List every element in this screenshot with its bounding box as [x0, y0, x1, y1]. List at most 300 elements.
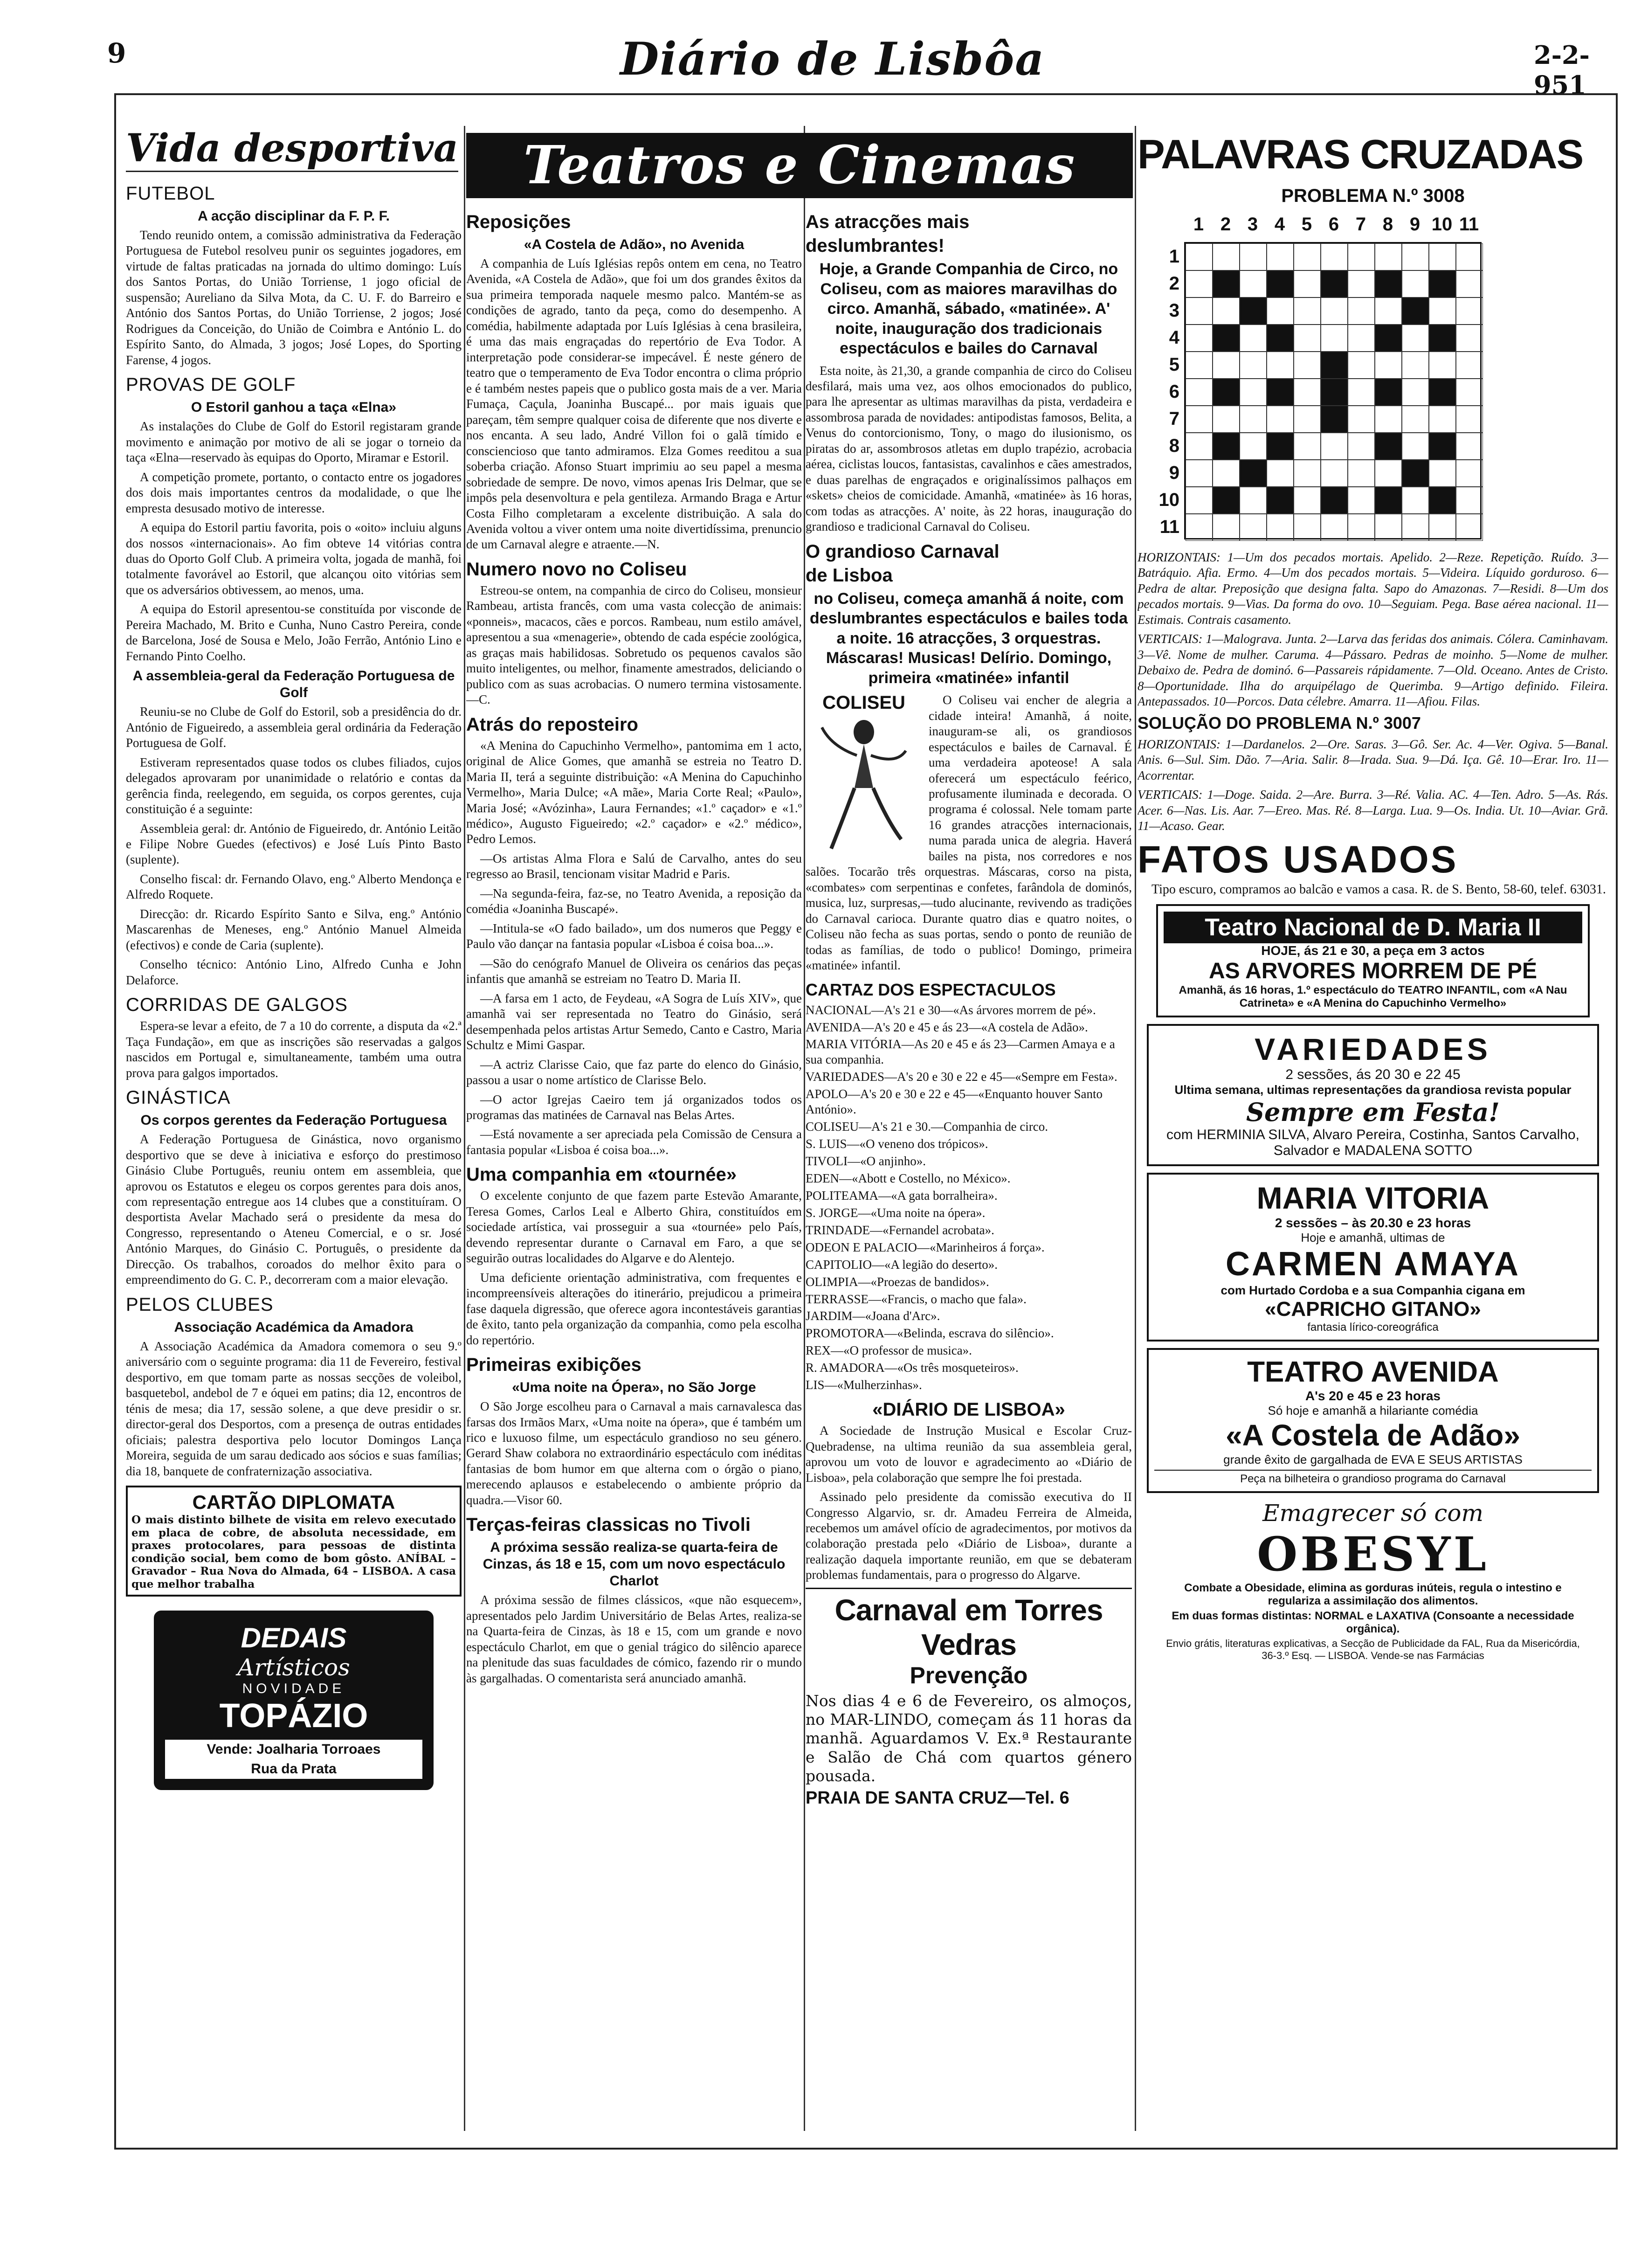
crossword-col-number: 6 [1328, 214, 1339, 235]
mv-line: com Hurtado Cordoba e a sua Companhia cigana em [1220, 1283, 1525, 1298]
variedades-cast: com HERMINIA SILVA, Alvaro Pereira, Costinha, Santos Carvalho, Salvador e MADALENA SOTTO [1166, 1127, 1579, 1159]
crossword-cell [1456, 460, 1483, 487]
primeiras-label: Primeiras exibições [466, 1355, 641, 1376]
golf-headline: O Estoril ganhou a taça «Elna» [191, 400, 397, 415]
crossword-cell [1456, 379, 1483, 406]
carnaval-headline: no Coliseu, começa amanhã á noite, com deslumbrantes espectáculos e bailes toda a noite. 16 atracções, 3 orquestras. Máscaras! Musicas! Delírio. Domingo, primeira «matinée» infantil [809, 589, 1128, 687]
cartaz-item: COLISEU—A's 21 e 30.—Companhia de circo. [806, 1120, 1048, 1134]
crossword-cell [1294, 352, 1321, 379]
newspaper-title: Diário de Lisbôa [620, 33, 1045, 85]
nacional-ad [1156, 904, 1590, 1017]
galgos-body: Espera-se levar a efeito, de 7 a 10 do corrente, a disputa da «2.ª Taça Fundação», em que as inscrições são reservadas a galgos nascidos em Portugal e, simultaneamente, também uma outra prova para galgos importados. [126, 1019, 462, 1080]
reposteiro-paragraph: —Está novamente a ser apreciada pela Comissão de Censura a fantasia popular «Lisboa é coisa boa...». [466, 1127, 802, 1157]
crossword-cell [1240, 406, 1267, 433]
crossword-cell [1294, 379, 1321, 406]
crossword-row-number: 3 [1169, 300, 1179, 321]
crossword-cell [1321, 433, 1348, 460]
clubes-label: PELOS CLUBES [126, 1294, 274, 1315]
crossword-cell [1429, 433, 1456, 460]
crossword-cell [1186, 487, 1213, 514]
cartaz-item: AVENIDA—A's 20 e 45 e ás 23—«A costela de Adão». [806, 1020, 1088, 1034]
crossword-cell [1186, 460, 1213, 487]
torres-footer: PRAIA DE SANTA CRUZ—Tel. 6 [806, 1788, 1069, 1808]
crossword-cell [1213, 379, 1240, 406]
crossword-cell [1321, 406, 1348, 433]
cartaz-item: REX—«O professor de musica». [806, 1343, 972, 1358]
crossword-cell [1375, 460, 1402, 487]
crossword-col-number: 11 [1459, 214, 1479, 235]
crossword-cell [1267, 379, 1294, 406]
golf-paragraph: A equipa do Estoril apresentou-se constituída por visconde de Pereira Machado, M. Brito e Cunha, Nuno Castro Pereira, conde de Barcelona, José de Sousa e Melo, João Ferrão, António Lino e Fernando Pinto Coelho. [126, 602, 462, 663]
golf-paragraph: A competição promete, portanto, o contacto entre os jogadores dos dois mais importantes centros da modalidade, o que lhe empresta desusado motivo de interesse. [126, 470, 462, 515]
crossword-cell [1456, 352, 1483, 379]
crossword-cell [1213, 514, 1240, 541]
theatre-column-1 [466, 205, 802, 2136]
cartaz-item: MARIA VITÓRIA—As 20 e 45 e ás 23—Carmen Amaya e a sua companhia. [806, 1037, 1115, 1067]
avenida-line: grande êxito de gargalhada de EVA E SEUS ARTISTAS [1223, 1452, 1523, 1467]
nacional-show: AS ARVORES MORREM DE PÉ [1208, 959, 1538, 984]
tournee-label: Uma companhia em «tournée» [466, 1164, 737, 1185]
cartaz-item: ODEON E PALACIO—«Marinheiros á força». [806, 1240, 1045, 1254]
crossword-cell [1240, 325, 1267, 352]
crossword-row-number: 5 [1169, 354, 1179, 375]
cartaz-item: EDEN—«Abott e Costello, no México». [806, 1171, 1011, 1185]
crossword-cell [1294, 297, 1321, 325]
crossword-cell [1402, 325, 1429, 352]
mv-line: fantasia lírico-coreográfica [1307, 1321, 1439, 1334]
nacional-title: Teatro Nacional de D. Maria II [1164, 912, 1582, 943]
crossword-cell [1456, 433, 1483, 460]
primeiras-body: O São Jorge escolheu para o Carnaval a mais carnavalesca das farsas dos Irmãos Marx, «Uma noite na ópera», que é também um rico e luxuoso filme, um espectáculo grandioso no seu género. Gerard Shaw colabora no extraordinário espectáculo com inéditas fantasias de bom humor em que alterna com o órgão o piano, merecendo aplausos e estabelecendo o ambiente próprio da quadra.—Visor 60. [466, 1399, 802, 1507]
reposteiro-paragraph: —São do cenógrafo Manuel de Oliveira os cenários das peças infantis que amanhã se estreiam no Teatro D. Maria II. [466, 956, 802, 986]
obesyl-footer: Envio grátis, literaturas explicativas, a Secção de Publicidade da FAL, Rua da Misericórdia, 36-3.º Esq. — LISBOA. Vende-se nas Farmácias [1166, 1638, 1580, 1662]
golf-paragraph: Reuniu-se no Clube de Golf do Estoril, sob a presidência do dr. António de Figueiredo, a assembleia geral ordinária da Federação Portuguesa de Golf. [126, 705, 462, 750]
crossword-cell [1375, 243, 1402, 270]
crossword-cell [1429, 514, 1456, 541]
crossword-cell [1186, 406, 1213, 433]
nacional-line: Amanhã, ás 16 horas, 1.º espectáculo do TEATRO INFANTIL, com «A Nau Catrineta» e «A Menina do Capuchinho Vermelho» [1179, 984, 1567, 1010]
tournee-body: O excelente conjunto de que fazem parte Estevão Amarante, Teresa Gomes, Carlos Leal e Alberto Ghira, constituídos em sociedade artística, vai prosseguir a sua «tournée» pelo País, devendo representar durante o Carnaval em Faro, a que se seguirão outras localidades do Algarve e do Alentejo. [466, 1189, 802, 1265]
crossword-cell [1186, 379, 1213, 406]
crossword-cell [1429, 460, 1456, 487]
cartao-title: CARTÃO DIPLOMATA [192, 1491, 395, 1513]
crossword-cell [1213, 297, 1240, 325]
crossword-cell [1375, 406, 1402, 433]
crossword-row-number: 4 [1169, 327, 1179, 348]
crossword-cell [1375, 270, 1402, 297]
crossword-row-number: 10 [1158, 490, 1179, 510]
variedades-line: 2 sessões, ás 20 30 e 22 45 [1285, 1067, 1461, 1083]
crossword-cell [1240, 433, 1267, 460]
crossword-col-number: 2 [1220, 214, 1231, 235]
solution-horizontais: HORIZONTAIS: 1—Dardanelos. 2—Ore. Saras. 3—Gô. Ser. Ac. 4—Ver. Ogiva. 5—Banal. Anis. 6—Sul. Sim. Dão. 7—Aria. Salir. 8—Irada. Sua. 9—Dá. Iça. Gê. 10—Erar. Iro. 11—Acorrentar. [1138, 737, 1608, 782]
futebol-label: FUTEBOL [126, 183, 215, 204]
atraccoes-label: deslumbrantes! [806, 235, 945, 256]
crossword-cell [1240, 270, 1267, 297]
crossword-cell [1402, 270, 1429, 297]
crossword-cell [1294, 243, 1321, 270]
crossword-col-number: 9 [1409, 214, 1420, 235]
reposteiro-paragraph: «A Menina do Capuchinho Vermelho», pantomima em 1 acto, original de Alice Gomes, que amanhã se estreia no Teatro D. Maria II, terá a seguinte distribuição: «A Menina do Capuchinho Vermelho», Maria Dulce; «A mãe», Maria Corte Real; «Paulo», Maria José; «Avózinha», Laura Fernandes; «1.º caçador» e «1.º médico», Augusto Figueiredo; «2.º caçador» e «2.º médico», Pedro Lemos. [466, 738, 802, 846]
golf-paragraph: A equipa do Estoril partiu favorita, pois o «oito» incluiu alguns dos nossos «internacionais». Ao fim obteve 14 vitórias contra duas do Oporto Golf Club. A primeira volta, jogada de manhã, foi totalmente favorável ao Estoril, que alcançou oito vitórias sem que os adversários obtivessem, ao menos, uma. [126, 520, 462, 597]
crossword-cell [1294, 325, 1321, 352]
crossword-cell [1348, 433, 1375, 460]
crossword-cell [1456, 297, 1483, 325]
crossword-col-number: 4 [1274, 214, 1285, 235]
crossword-cell [1429, 487, 1456, 514]
crossword-cell [1429, 325, 1456, 352]
golf-label: PROVAS DE GOLF [126, 374, 296, 395]
crossword-col-number: 10 [1431, 214, 1453, 235]
crossword-cell [1186, 352, 1213, 379]
crossword-row-number: 7 [1169, 408, 1179, 429]
crossword-cell [1213, 406, 1240, 433]
avenida-show: «A Costela de Adão» [1226, 1418, 1520, 1452]
crossword-cell [1267, 460, 1294, 487]
dedais-line: NOVIDADE [242, 1680, 345, 1696]
crossword-cell [1375, 487, 1402, 514]
crossword-cell [1456, 270, 1483, 297]
crossword-row-number: 6 [1169, 381, 1179, 402]
dancer-illustration [813, 713, 915, 853]
teatros-banner: Teatros e Cinemas [466, 133, 1133, 198]
mv-show: «CAPRICHO GITANO» [1265, 1298, 1481, 1321]
dedais-line: DEDAIS [241, 1622, 347, 1653]
crossword-cell [1348, 379, 1375, 406]
golf-paragraph: Conselho fiscal: dr. Fernando Olavo, eng.º Alberto Mendonça e Alfredo Roquete. [126, 871, 462, 902]
crossword-cell [1375, 325, 1402, 352]
crossword-cell [1375, 297, 1402, 325]
atraccoes-label: As atracções mais [806, 212, 970, 232]
ginastica-headline: Os corpos gerentes da Federação Portuguesa [140, 1113, 447, 1128]
crossword-cell [1348, 325, 1375, 352]
reposicoes-headline: «A Costela de Adão», no Avenida [524, 237, 745, 252]
coliseu-logo-text: COLISEU [822, 692, 905, 713]
crossword-cell [1321, 460, 1348, 487]
reposteiro-label: Atrás do reposteiro [466, 714, 638, 735]
maria-vitoria-ad [1147, 1173, 1599, 1341]
crossword-cell [1348, 270, 1375, 297]
golf-paragraph: Direcção: dr. Ricardo Espírito Santo e Silva, eng.º António Mascarenhas de Meneses, eng.º António Manuel Almeida (efectivos) e conde de Caria (suplente). [126, 906, 462, 952]
crossword-horizontais: HORIZONTAIS: 1—Um dos pecados mortais. Apelido. 2—Reze. Repetição. Ruído. 3—Batráquio. Afia. Ermo. 4—Um dos pecados mortais. 5—Videira. Líquido gorduroso. 6—Pedra de altar. Preposição que designa falta. Sapo do Amazonas. 7—Residi. 8—Um dos pecados mortais. 9—Vias. Da forma do ovo. 10—Seguiam. Pega. Base aérea nacional. 11—Estimais. Contrais casamento. [1138, 550, 1608, 627]
crossword-cell [1402, 297, 1429, 325]
cartao-body: O mais distinto bilhete de visita em relevo executado em placa de cobre, de absoluta necessidade, em praxes protocolares, para pessoas de distinta condição social, bem como de bom gôsto. ANÍBAL – Gravador – Rua Nova do Almada, 64 – LISBOA. A casa que melhor trabalha [131, 1514, 456, 1590]
tournee-body: Uma deficiente orientação administrativa, com frequentes e incompreensíveis alterações do itinerário, prejudicou a primeira fase daquela digressão, que oferece agora incontestáveis garantias de êxito, tanto pela organização da companhia, como pela escolha do repertório. [466, 1270, 802, 1347]
crossword-cell [1294, 487, 1321, 514]
crossword-cell [1402, 460, 1429, 487]
column-rule [804, 126, 805, 2131]
cartaz-item: APOLO—A's 20 e 30 e 22 e 45—«Enquanto houver Santo António». [806, 1087, 1103, 1117]
crossword-cell [1213, 352, 1240, 379]
golf-paragraph: Conselho técnico: António Lino, Alfredo Cunha e John Delaforce. [126, 957, 462, 987]
atraccoes-headline: Hoje, a Grande Companhia de Circo, no Coliseu, com as maiores maravilhas do circo. Amanhã, sábado, «matinée». A' noite, inauguração dos tradicionais espectáculos e bailes do Carnaval [819, 260, 1118, 357]
cartaz-item: NACIONAL—A's 21 e 30—«As árvores morrem de pé». [806, 1003, 1096, 1017]
crossword-cell [1186, 325, 1213, 352]
futebol-headline: A acção disciplinar da F. P. F. [198, 208, 390, 224]
carnaval-label: O grandioso Carnaval [806, 541, 1000, 562]
theatre-column-2 [806, 205, 1132, 2136]
crossword-cell [1186, 297, 1213, 325]
crossword-cell [1294, 460, 1321, 487]
crossword-cell [1267, 270, 1294, 297]
cartaz-item: TRINDADE—«Fernandel acrobata». [806, 1223, 994, 1237]
variedades-title: VARIEDADES [1255, 1032, 1491, 1067]
dedais-line: Artísticos [237, 1653, 350, 1681]
crossword-cell [1321, 352, 1348, 379]
crossword-cell [1348, 406, 1375, 433]
crossword-cell [1240, 379, 1267, 406]
variedades-line: Ultima semana, ultimas representações da grandiosa revista popular [1174, 1083, 1572, 1097]
crossword-cell [1267, 243, 1294, 270]
crossword-cell [1402, 487, 1429, 514]
clubes-body: A Associação Académica da Amadora comemora o seu 9.º aniversário com o seguinte programa: dia 11 de Fevereiro, festival desportivo, em que tomam parte as nossas secções de voleibol, basquetebol, andebol de 7 e óquei em patins; dia 12, encontros de ténis de mesa; dia 17, sessão solene, a que deve presidir o sr. director-geral dos Desportos, com a presença de outras entidades oficiais; palestra desportiva pelo locutor Domingos Lança Moreira, seguida de um sarau dedicado aos sócios e suas famílias; dia 18, banquete de confraternização associativa. [126, 1339, 462, 1478]
cartaz-list [806, 1003, 1132, 1393]
avenida-title: TEATRO AVENIDA [1247, 1356, 1499, 1389]
masthead [0, 28, 1641, 100]
solution-verticais: VERTICAIS: 1—Doge. Saida. 2—Are. Burra. 3—Ré. Valia. AC. 4—Ten. Adro. 5—As. Rás. Acer. 6—Nas. Lis. Aar. 7—Ereo. Mas. Ré. 8—Larga. Lua. 9—Os. India. Ut. 10—Aviar. Grã. 11—Acaso. Gear. [1138, 788, 1608, 833]
crossword-cell [1267, 325, 1294, 352]
golf-paragraph: Assembleia geral: dr. António de Figueiredo, dr. António Leitão e Filipe Nobre Guedes (efectivos) e José Luís Pinto Basto (suplente). [126, 821, 462, 867]
solution-title: SOLUÇÃO DO PROBLEMA N.º 3007 [1138, 713, 1421, 733]
column-rule [1135, 126, 1136, 2131]
crossword-cell [1213, 433, 1240, 460]
crossword-cell [1456, 325, 1483, 352]
crossword-cell [1429, 297, 1456, 325]
golf-assembly-headline: A assembleia-geral da Federação Portuguesa de Golf [132, 668, 455, 701]
cartaz-item: JARDIM—«Joana d'Arc». [806, 1309, 940, 1323]
crossword-cell [1429, 406, 1456, 433]
crossword-row-numbers [1147, 243, 1179, 540]
fatos-title: FATOS USADOS [1138, 838, 1458, 881]
dedais-seller: Rua da Prata [165, 1759, 422, 1779]
crossword-cell [1267, 514, 1294, 541]
mv-star: CARMEN AMAYA [1225, 1245, 1521, 1283]
fatos-body: Tipo escuro, compramos ao balcão e vamos a casa. R. de S. Bento, 58-60, telef. 63031. [1151, 882, 1606, 897]
crossword-cell [1429, 379, 1456, 406]
crossword-cell [1213, 243, 1240, 270]
dedais-seller: Vende: Joalharia Torroaes [165, 1740, 422, 1759]
crossword-column-numbers [1185, 214, 1482, 235]
tercas-headline: A próxima sessão realiza-se quarta-feira de Cinzas, ás 18 e 15, com um novo espectáculo Charlot [483, 1540, 786, 1589]
crossword-cell [1240, 514, 1267, 541]
obesyl-forms: Em duas formas distintas: NORMAL e LAXATIVA (Consoante a necessidade orgânica). [1172, 1610, 1574, 1636]
cartaz-item: OLIMPIA—«Proezas de bandidos». [806, 1274, 989, 1289]
crossword-cell [1294, 270, 1321, 297]
diario-body: Assinado pelo presidente da comissão executiva do II Congresso Algarvio, sr. dr. Amadeu Ferreira de Almeida, recebemos um amável ofício de agradecimentos, por motivos da colaboração prestada pelo «Diário de Lisboa», durante a realização daquela importante reunião, em que se debateram problemas fundamentais, para o progresso do Algarve. [806, 1490, 1132, 1582]
crossword-cell [1375, 514, 1402, 541]
golf-paragraph: Estiveram representados quase todos os clubes filiados, cujos delegados aprovaram por unanimidade o relatório e contas da gerência finda, reelegendo, em seguida, os corpos gerentes, cuja constituição é a seguinte: [126, 755, 462, 816]
crossword-cell [1321, 487, 1348, 514]
crossword-cell [1402, 352, 1429, 379]
reposteiro-paragraph: —Na segunda-feira, faz-se, no Teatro Avenida, a reposição da comédia «Joaninha Buscapé». [466, 886, 802, 916]
crossword-cell [1267, 487, 1294, 514]
crossword-cell [1213, 325, 1240, 352]
crossword-cell [1213, 487, 1240, 514]
crossword-cell [1402, 514, 1429, 541]
cartaz-label: CARTAZ DOS ESPECTACULOS [806, 980, 1056, 999]
golf-paragraph: As instalações do Clube de Golf do Estoril registaram grande movimento e animação por motivo de ali se jogar o torneio da taça «Elna—reservado às equipas do Oporto, Miramar e Estoril. [126, 419, 462, 465]
carnaval-label: de Lisboa [806, 565, 893, 586]
crossword-cell [1375, 352, 1402, 379]
torres-vedras-ad [806, 1588, 1132, 1808]
ginastica-label: GINÁSTICA [126, 1087, 231, 1108]
reposteiro-paragraph: —A farsa em 1 acto, de Feydeau, «A Sogra de Luís XIV», que amanhã vai ser representada no Teatro do Ginásio, será desempenhada pelos artistas Artur Semedo, Canto e Castro, Maria Schultz e Mimi Gaspar. [466, 991, 802, 1052]
crossword-cell [1456, 243, 1483, 270]
cartaz-item: TERRASSE—«Francis, o macho que fala». [806, 1292, 1027, 1306]
diario-label: «DIÁRIO DE LISBOA» [872, 1399, 1065, 1420]
crossword-cell [1267, 406, 1294, 433]
reposteiro-paragraph: —Intitula-se «O fado bailado», um dos numeros que Peggy e Paulo vão dançar na fantasia popular «Lisboa é coisa boa...». [466, 921, 802, 951]
carnaval-body: O Coliseu vai encher de alegria a cidade inteira! Amanhã, á noite, inauguram-se ali, os grandiosos espectáculos e bailes de Carnaval. É uma verdadeira apoteose! A sala oferecerá um espectáculo feérico, profusamente iluminada e decorada. O programa é colossal. Nele tomam parte 16 grandes atracções internacionais, numa parada unica de alegria. Haverá bailes na pista, nos corredores e nos salões. Tocarão três orquestras. Máscaras, corso na pista, «combates» com serpentinas e confetes, farândola de dominós, musica, luz, surpresas,—tudo alucinante, revivendo as tradições do Carnaval carioca. Durante quatro dias e quatro noites, o Coliseu não fecha as suas portas, sendo o ponto de reunião de todas as famílias, de todo o publico! Domingo, primeira «matinée» infantil. [806, 693, 1132, 973]
variedades-ad [1147, 1024, 1599, 1166]
crossword-col-number: 3 [1247, 214, 1258, 235]
diario-body: A Sociedade de Instrução Musical e Escolar Cruz-Quebradense, na ultima reunião da sua assembleia geral, aprovou um voto de louvor e agradecimento ao «Diário de Lisboa», pela colaboração que sempre lhe foi prestada. [806, 1424, 1132, 1485]
page-number: 9 [107, 37, 126, 69]
cartaz-item: TIVOLI—«O anjinho». [806, 1154, 926, 1169]
crossword-cell [1348, 352, 1375, 379]
reposicoes-body: A companhia de Luís Iglésias repôs ontem em cena, no Teatro Avenida, «A Costela de Adão», que foi um dos grandes êxitos da sua primeira temporada naquele mesmo palco. Mantém-se as condições de agrado, tanto da peça, como do desempenho. A comédia, habilmente adaptada por Luís Iglésias à cena brasileira, é uma das mais engraçadas do repertório de Eva Todor. A interpretação pode considerar-se impecável. É neste género de teatro que o temperamento de Eva Todor encontra o clima próprio e é também nestes papeis que o publico gosta mais de a ver. Maria Fumaça, Caçula, Joaninha Buscapé... por mais iguais que pareçam, têm sempre qualquer coisa de diferente que nos diverte e nos encanta. A seu lado, André Villon foi o galã tímido e consciencioso que tanto admiramos. Elza Gomes reeditou a sua soberba criação. Afonso Stuart imprimiu ao seu papel a mesma sobriedade de sempre. De novo, vimos apenas Iris Delmar, que se impôs pela desenvoltura e pela gentileza. Armando Braga e Artur Costa Filho completaram a excelente distribuição. A sala do Avenida voltou a viver ontem uma noite divertidíssima, prenuncio de um Carnaval alegre e atraente.—N. [466, 256, 802, 552]
mv-line: 2 sessões – às 20.30 e 23 horas [1275, 1216, 1471, 1231]
primeiras-headline: «Uma noite na Ópera», no São Jorge [512, 1380, 756, 1396]
teatro-avenida-ad [1147, 1348, 1599, 1493]
avenida-line: Peça na bilheteira o grandioso programa do Carnaval [1154, 1470, 1592, 1486]
reposicoes-label: Reposições [466, 212, 571, 232]
ginastica-body: A Federação Portuguesa de Ginástica, novo organismo desportivo que se deve à iniciativa e esforço do prestimoso Ginásio Clube Português, reuniu ontem em assembleia, que aprovou os Estatutos e elegeu os corpos gerentes para dois anos, com representação entregue aos 14 clubes que a constituíram. O desportista Avelar Machado será o presidente da mesa do Congresso, representando o Ateneu Comercial, e o sr. José António Marques, do Ginásio C. Português, o presidente da Direcção. Os trabalhos, coroados do melhor êxito para o empreendimento do G. C. P., decorreram com a maior elevação. [126, 1132, 462, 1287]
avenida-line: Só hoje e amanhã a hilariante comédia [1268, 1404, 1478, 1418]
crossword-cell [1348, 514, 1375, 541]
cartaz-item: S. LUIS—«O veneno dos trópicos». [806, 1137, 988, 1151]
reposteiro-paragraph: —O actor Igrejas Caeiro tem já organizados todos os programas das matinées de Carnaval nas Belas Artes. [466, 1092, 802, 1122]
cartaz-item: POLITEAMA—«A gata borralheira». [806, 1188, 998, 1203]
crossword-row-number: 11 [1159, 517, 1179, 537]
crossword-cell [1402, 433, 1429, 460]
dedais-line: TOPÁZIO [219, 1697, 368, 1735]
crossword-cell [1321, 243, 1348, 270]
crossword-cell [1240, 297, 1267, 325]
crossword-grid [1184, 242, 1482, 539]
cartaz-item: CAPITOLIO—«A legião do deserto». [806, 1257, 998, 1272]
cartaz-item: LIS—«Mulherzinhas». [806, 1378, 922, 1392]
avenida-line: A's 20 e 45 e 23 horas [1305, 1389, 1441, 1404]
crossword-cell [1456, 514, 1483, 541]
crossword-cell [1321, 514, 1348, 541]
variedades-show: Sempre em Festa! [1246, 1097, 1500, 1127]
crossword-cell [1402, 243, 1429, 270]
crossword-cell [1429, 270, 1456, 297]
crossword-cell [1375, 379, 1402, 406]
crossword-cell [1294, 406, 1321, 433]
crossword-cell [1348, 460, 1375, 487]
crossword-title: PALAVRAS CRUZADAS [1138, 131, 1583, 177]
crossword-row-number: 8 [1169, 436, 1179, 456]
crossword-verticais: VERTICAIS: 1—Malograva. Junta. 2—Larva das feridas dos animais. Cólera. Caminhavam. 3—Vê. Nome de mulher. Caruma. 4—Pássaro. Pedras de moinho. 5—Nome de mulher. Debaixo de. Pedra de dominó. 6—Passareis rápidamente. 7—Old. Oceano. Antes de Cristo. 8—Oportunidade. Ilha do arquipélago de Querimba. 9—Artigo definido. Fileira. Antepassados. 10—Porcos. Data célebre. Amarra. 11—Afiou. Filas. [1138, 632, 1608, 709]
clubes-headline: Associação Académica da Amadora [174, 1319, 414, 1335]
crossword-cell [1213, 460, 1240, 487]
crossword-col-number: 1 [1193, 214, 1204, 235]
crossword-problem: PROBLEMA N.º 3008 [1281, 186, 1465, 206]
crossword-cell [1348, 487, 1375, 514]
crossword-cell [1348, 297, 1375, 325]
crossword-cell [1348, 243, 1375, 270]
cartaz-item: VARIEDADES—A's 20 e 30 e 22 e 45—«Sempre em Festa». [806, 1070, 1117, 1084]
mv-line: Hoje e amanhã, ultimas de [1301, 1231, 1445, 1245]
issue-date: 2-2-951 [1534, 40, 1590, 100]
obesyl-script: Emagrecer só com [1262, 1500, 1483, 1527]
crossword-row-number: 9 [1169, 463, 1179, 483]
numero-body: Estreou-se ontem, na companhia de circo do Coliseu, monsieur Rambeau, artista francês, com uma vasta colecção de animais: «ponneis», macacos, cães e porcos. Rambeau, num estilo amável, apresentou a sua «menagerie», obtendo de cada espécie zoológica, as graças mais habilidosas. Sobretudo os pequenos cavalos são muito inteligentes, ou melhor, finamente amestrados, deliciando o publico com as suas acrobacias. O numero termina vistosamente.—C. [466, 583, 802, 707]
crossword-col-number: 7 [1355, 214, 1366, 235]
crossword-cell [1186, 270, 1213, 297]
crossword-row-number: 1 [1169, 246, 1179, 267]
crossword-cell [1321, 270, 1348, 297]
crossword-cell [1267, 297, 1294, 325]
reposteiro-paragraph: —Os artistas Alma Flora e Salú de Carvalho, antes do seu regresso ao Brasil, tencionam visitar Madrid e Paris. [466, 851, 802, 881]
crossword-cell [1240, 352, 1267, 379]
futebol-body: Tendo reunido ontem, a comissão administrativa da Federação Portuguesa de Futebol resolveu punir os seguintes jogadores, em virtude de faltas praticadas na jornada do ultimo domingo: Luís dos Santos Portas, do União Torriense, 1 jogo oficial de suspensão; Aureliano da Silva Mota, da C. U. F. do Barreiro e António dos Santos Portas, do União Torriense, 2 jogos; José Rodrigues da Conceição, do União de Coimbra e António L. do Espírito Santo, do Almada, 3 jogos; José Lopes, do Sporting Farense, 4 jogos. [126, 228, 462, 367]
tercas-label: Terças-feiras classicas no Tivoli [466, 1514, 751, 1535]
crossword-cell [1267, 352, 1294, 379]
reposteiro-paragraph: —A actriz Clarisse Caio, que faz parte do elenco do Ginásio, passou a usar o nome artístico de Clarisse Belo. [466, 1057, 802, 1087]
crossword-col-number: 8 [1382, 214, 1393, 235]
crossword-cell [1456, 487, 1483, 514]
obesyl-title: OBESYL [1257, 1527, 1489, 1582]
sports-column [126, 117, 462, 2136]
cartao-diplomata-ad [126, 1486, 462, 1597]
crossword-cell [1321, 325, 1348, 352]
torres-title: Carnaval em Torres Vedras [834, 1593, 1103, 1661]
mv-title: MARIA VITORIA [1256, 1181, 1489, 1216]
tercas-body: A próxima sessão de filmes clássicos, «que não esquecem», apresentados pelo Jardim Universitário de Belas Artes, realiza-se na Quarta-feira de Cinzas, às 18 e 15, com um grande e novo espectáculo Charlot, em que o genial trágico do silêncio aparece na plenitude das suas faculdades de cómico, fazendo rir o mundo às gargalhadas. O comentarista será anunciado amanhã. [466, 1593, 802, 1685]
crossword-cell [1186, 433, 1213, 460]
obesyl-ad [1138, 1500, 1608, 1662]
cartaz-item: PROMOTORA—«Belinda, escrava do silêncio». [806, 1326, 1054, 1341]
crossword-row-number: 2 [1169, 273, 1179, 294]
cartaz-item: S. JORGE—«Uma noite na ópera». [806, 1205, 986, 1220]
crossword-cell [1294, 433, 1321, 460]
crossword-cell [1321, 297, 1348, 325]
column-rule [464, 126, 465, 2131]
crossword-area [1147, 214, 1501, 550]
numero-label: Numero novo no Coliseu [466, 559, 687, 580]
crossword-cell [1240, 487, 1267, 514]
atraccoes-body: Esta noite, às 21,30, a grande companhia de circo do Coliseu desfilará, mais uma vez, aos olhos emocionados do publico, para lhe apresentar as ultimas maravilhas da pista, verdadeira e assombrosa parada de novidades: antipodistas famosos, Belita, a Venus do contorcionismo, Tony, o mago do ilusionismo, os piratas do ar, assombrosos atletas em duplo trapézio, acrobacia aérea, ciclistas loucos, fantasistas, cavalinhos e cães amestrados, e duas parelhas de engraçados e originalíssimos palhaços em «skets» cheios de comicidade. Amanhã, «matinée» às 16 horas, com todas as atracções. A' noite, às 22 horas, inauguração do grandioso e tradicional Carnaval do Coliseu. [806, 363, 1132, 534]
crossword-cell [1321, 379, 1348, 406]
crossword-cell [1402, 379, 1429, 406]
crossword-cell [1240, 460, 1267, 487]
sports-section-title: Vida desportiva [126, 126, 458, 172]
crossword-cell [1186, 514, 1213, 541]
cartaz-item: R. AMADORA—«Os três mosqueteiros». [806, 1361, 1019, 1375]
torres-subtitle: Prevenção [910, 1662, 1028, 1688]
crossword-cell [1240, 243, 1267, 270]
torres-body: Nos dias 4 e 6 de Fevereiro, os almoços, no MAR-LINDO, começam ás 11 horas da manhã. Aguardamos V. Ex.ª Restaurante e Salão de Chá com quartos género pousada. [806, 1691, 1132, 1785]
galgos-label: CORRIDAS DE GALGOS [126, 995, 348, 1016]
crossword-cell [1429, 243, 1456, 270]
crossword-cell [1375, 433, 1402, 460]
nacional-line: HOJE, ás 21 e 30, a peça em 3 actos [1261, 943, 1485, 958]
crossword-cell [1429, 352, 1456, 379]
crossword-cell [1402, 406, 1429, 433]
crossword-cell [1267, 433, 1294, 460]
crossword-cell [1456, 406, 1483, 433]
crossword-cell [1186, 243, 1213, 270]
dedais-ad [154, 1611, 434, 1790]
coliseu-logo [806, 692, 922, 855]
crossword-cell [1213, 270, 1240, 297]
obesyl-body: Combate a Obesidade, elimina as gorduras inúteis, regula o intestino e regulariza a assimilação dos alimentos. [1184, 1582, 1562, 1608]
crossword-col-number: 5 [1301, 214, 1312, 235]
crossword-cell [1294, 514, 1321, 541]
